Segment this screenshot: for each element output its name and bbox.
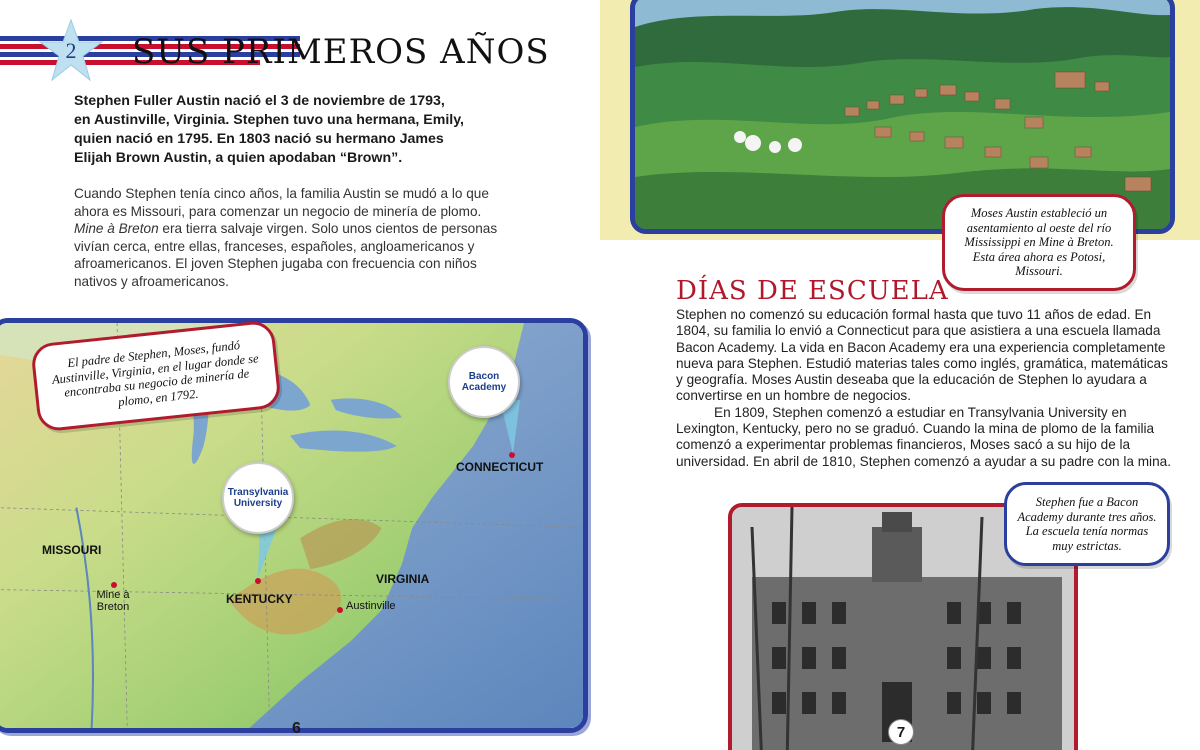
map-label-missouri: MISSOURI	[42, 543, 102, 557]
chapter-title: SUS PRIMEROS AÑOS	[132, 32, 550, 72]
map-city-austinville: Austinville	[346, 600, 396, 612]
map-city-mine-a-breton	[92, 589, 134, 613]
mine-a-breton-line1: Mine à	[96, 589, 130, 601]
map-label-kentucky: KENTUCKY	[226, 592, 293, 606]
map-dot-austinville	[337, 607, 343, 613]
map-dot-mine-a-breton	[111, 582, 117, 588]
landscape-callout: Moses Austin estableció un asentamiento al oeste del río Mississippi en Mine à Breton. Esta área ahora es Potosi, Missouri.	[942, 194, 1136, 291]
right-body-text	[676, 307, 1171, 470]
body-text-start: Cuando Stephen tenía cinco años, la familia Austin se mudó a lo que ahora es Missouri, para comenzar un negocio de minería de plomo.	[74, 186, 489, 219]
section-title: DÍAS DE ESCUELA	[676, 276, 949, 306]
body-text-italic: Mine à Breton	[74, 221, 159, 237]
right-paragraph-2: En 1809, Stephen comenzó a estudiar en Transylvania University en Lexington, Kentucky, pero no se graduó. Cuando la mina de plomo de la familia comenzó a experimentar problemas financieros, Moses sacó a su hijo de la universidad. En abril de 1810, Stephen comenzó a ayudar a su padre con la mina.	[676, 404, 1171, 469]
photo-callout: Stephen fue a Bacon Academy durante tres años. La escuela tenía normas muy estrictas.	[1004, 482, 1170, 566]
page-number-right: 7	[888, 719, 914, 745]
pin-bacon-academy: Bacon Academy	[448, 346, 520, 418]
right-paragraph-1: Stephen no comenzó su educación formal hasta que tuvo 11 años de edad. En 1804, su familia lo envió a Connecticut para que asistiera a una escuela llamada Bacon Academy. La vida en Bacon Academy era una experiencia completamente nueva para Stephen. Estudió materias tales como inglés, gramática, matemáticas y geografía. Moses Austin deseaba que la educación de Stephen lo ayudara a convertirse en un hombre de negocios.	[676, 307, 1168, 404]
right-page	[600, 0, 1200, 750]
mine-a-breton-line2: Breton	[96, 601, 130, 613]
map-label-connecticut: CONNECTICUT	[456, 460, 544, 474]
body-paragraph	[74, 185, 504, 291]
map-callout: El padre de Stephen, Moses, fundó Austinville, Virginia, en el lugar donde se encontraba su negocio de minería de plomo, en 1792.	[30, 319, 282, 432]
intro-paragraph: Stephen Fuller Austin nació el 3 de noviembre de 1793, en Austinville, Virginia. Stephen tuvo una hermana, Emily, quien nació en 1795. En 1803 nació su hermano James Elijah Brown Austin, a quien apodaban “Brown”.	[74, 93, 464, 166]
pin-transylvania-university: Transylvania University	[222, 462, 294, 534]
chapter-number: 2	[65, 38, 77, 63]
body-text-end: era tierra salvaje virgen. Solo unos cientos de personas vivían cerca, entre ellas, franceses, españoles, angloamericanos y afroamericanos. El joven Stephen jugaba con frecuencia con niños nativos y afroamericanos.	[74, 221, 498, 289]
map-label-virginia: VIRGINIA	[376, 572, 430, 586]
page-number-left: 6	[292, 720, 301, 737]
